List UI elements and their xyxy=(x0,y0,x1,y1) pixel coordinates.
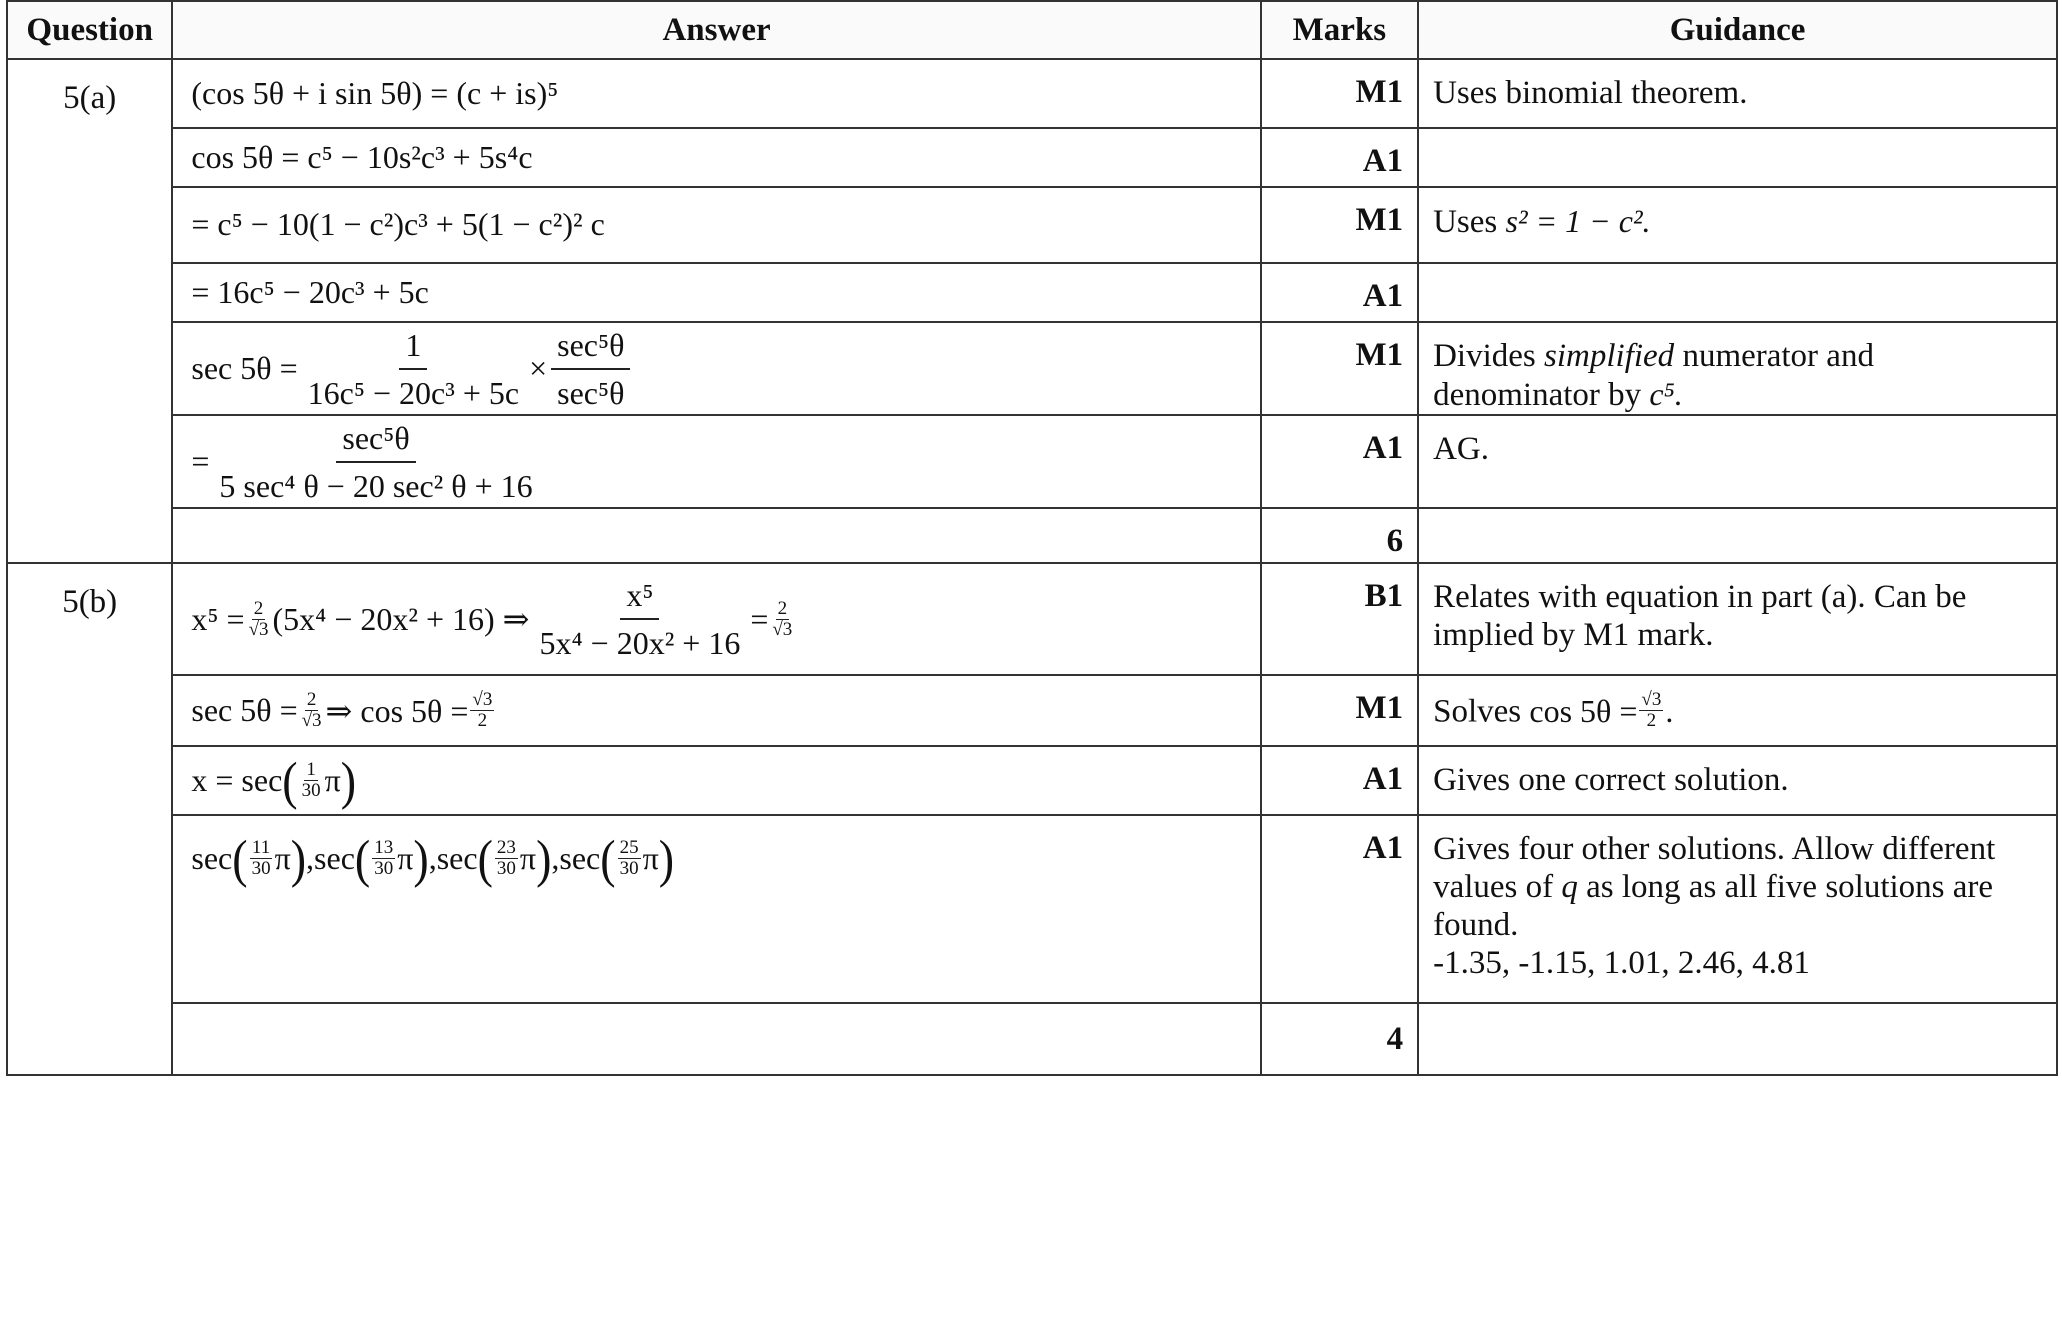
pi-symbol: π xyxy=(642,840,659,876)
numerator: 2 xyxy=(777,597,788,619)
math-expression: x = sec ( $\frac{1}{30}$ π ) xyxy=(191,750,357,810)
guidance-cell: AG. xyxy=(1418,415,2057,508)
table-row xyxy=(7,746,2057,815)
small-fraction xyxy=(250,838,273,879)
mark-cell: M1 xyxy=(1261,322,1418,415)
numerator: x⁵ xyxy=(620,576,659,620)
numerator: 1 xyxy=(399,326,427,370)
small-fraction xyxy=(300,690,324,731)
denominator: 2 xyxy=(477,710,488,731)
pi-symbol: π xyxy=(519,840,537,876)
guidance-text: Solves xyxy=(1433,693,1522,730)
mark-cell: A1 xyxy=(1261,128,1418,187)
small-fraction xyxy=(1639,690,1663,731)
denominator: 5x⁴ − 20x² + 16 xyxy=(539,625,741,661)
denominator: 30 xyxy=(301,780,321,801)
numerator: 2 xyxy=(253,597,264,619)
header-marks: Marks xyxy=(1261,1,1418,59)
mark-cell: B1 xyxy=(1261,563,1418,675)
pi-symbol: π xyxy=(274,840,291,876)
answer-cell xyxy=(172,815,1260,1003)
numerator: 1 xyxy=(306,759,316,780)
guidance-emphasis: simplified xyxy=(1544,338,1675,374)
sec-label: sec xyxy=(191,840,233,876)
guidance-text: values of xyxy=(1433,869,1554,905)
math-expression: cos 5θ = c⁵ − 10s²c³ + 5s⁴c xyxy=(191,138,533,175)
denominator: √3 xyxy=(301,710,322,731)
math-middle: (5x⁴ − 20x² + 16) ⇒ xyxy=(272,601,530,637)
table-row xyxy=(7,128,2057,187)
mark-cell: M1 xyxy=(1261,59,1418,128)
numerator: sec⁵θ xyxy=(551,326,630,370)
table-row xyxy=(7,815,2057,1003)
header-guidance: Guidance xyxy=(1418,1,2057,59)
pi-symbol: π xyxy=(324,762,341,798)
math-lhs: x = sec xyxy=(191,762,283,798)
guidance-cell xyxy=(1418,128,2057,187)
mark-cell: M1 xyxy=(1261,187,1418,263)
math-lhs: x⁵ = xyxy=(191,600,245,637)
small-fraction xyxy=(470,690,494,731)
table-row xyxy=(7,675,2057,746)
answer-cell xyxy=(172,187,1260,263)
guidance-cell xyxy=(1418,508,2057,563)
math-expression xyxy=(191,690,496,731)
guidance-math: s² = 1 − c². xyxy=(1505,203,1651,239)
guidance-cell xyxy=(1418,322,2057,415)
fraction xyxy=(533,576,746,662)
header-answer: Answer xyxy=(172,1,1260,59)
answer-cell xyxy=(172,263,1260,322)
guidance-text: Divides xyxy=(1433,338,1536,374)
small-fraction xyxy=(618,838,641,879)
denominator: 5 sec⁴ θ − 20 sec² θ + 16 xyxy=(219,467,533,504)
denominator: 30 xyxy=(251,858,271,879)
pi-symbol: π xyxy=(397,840,414,876)
small-fraction xyxy=(247,599,271,640)
mark-cell: A1 xyxy=(1261,815,1418,1003)
guidance-text: Uses xyxy=(1433,204,1498,240)
denominator: 30 xyxy=(496,858,516,879)
fraction xyxy=(551,326,630,412)
denominator: sec⁵θ xyxy=(557,374,625,411)
guidance-cell xyxy=(1418,1003,2057,1075)
guidance-text: denominator by xyxy=(1433,377,1642,413)
total-marks: 6 xyxy=(1261,508,1418,563)
denominator: 16c⁵ − 20c³ + 5c xyxy=(307,374,520,411)
guidance-math: c⁵. xyxy=(1649,376,1683,412)
mark-scheme-table xyxy=(6,0,2058,1076)
mark-cell: A1 xyxy=(1261,263,1418,322)
guidance-text: as long as all five solutions are xyxy=(1586,869,1994,905)
sec-label: sec xyxy=(314,840,355,876)
numerator: √3 xyxy=(1641,689,1662,710)
math-lhs: sec 5θ = xyxy=(191,350,298,386)
guidance-cell xyxy=(1418,675,2057,746)
question-label-5b: 5(b) xyxy=(7,563,172,1075)
answer-cell xyxy=(172,322,1260,415)
total-row xyxy=(7,508,2057,563)
fraction xyxy=(213,419,538,505)
answer-cell xyxy=(172,746,1260,815)
question-label-5a: 5(a) xyxy=(7,59,172,563)
mark-cell: M1 xyxy=(1261,675,1418,746)
guidance-cell: Gives one correct solution. xyxy=(1418,746,2057,815)
guidance-text: found. xyxy=(1433,907,1519,943)
sec-label: sec xyxy=(559,840,601,876)
math-expression xyxy=(191,419,542,505)
answer-cell xyxy=(172,128,1260,187)
numerator: 2 xyxy=(306,689,317,710)
answer-cell xyxy=(172,563,1260,675)
math-expression xyxy=(191,576,796,662)
numerator: 13 xyxy=(374,837,394,858)
denominator: √3 xyxy=(772,618,793,640)
mark-cell: A1 xyxy=(1261,415,1418,508)
numerator: √3 xyxy=(472,689,493,710)
guidance-values: -1.35, -1.15, 1.01, 2.46, 4.81 xyxy=(1433,945,1810,981)
numerator: 23 xyxy=(496,837,516,858)
guidance-cell: Relates with equation in part (a). Can be implied by M1 mark. xyxy=(1418,563,2057,675)
math-lhs: sec 5θ = xyxy=(191,692,298,728)
table-row xyxy=(7,59,2057,128)
denominator: 30 xyxy=(374,858,394,879)
numerator: 25 xyxy=(619,837,639,858)
equals-sign: = xyxy=(750,600,769,637)
small-fraction xyxy=(300,760,323,801)
guidance-text: Gives four other solutions. Allow different xyxy=(1433,831,1996,867)
math-middle: ⇒ cos 5θ = xyxy=(325,692,469,729)
small-fraction xyxy=(372,838,395,879)
math-expression: = 16c⁵ − 20c³ + 5c xyxy=(191,273,429,310)
total-row xyxy=(7,1003,2057,1075)
guidance-variable: q xyxy=(1561,869,1578,905)
guidance-cell: Uses binomial theorem. xyxy=(1418,59,2057,128)
header-question: Question xyxy=(7,1,172,59)
answer-cell xyxy=(172,415,1260,508)
answer-cell xyxy=(172,675,1260,746)
times-sign: × xyxy=(529,350,548,386)
numerator: sec⁵θ xyxy=(336,419,415,463)
small-fraction xyxy=(770,599,794,640)
answer-cell xyxy=(172,59,1260,128)
guidance-cell xyxy=(1418,187,2057,263)
denominator: √3 xyxy=(248,618,269,640)
guidance-math-lhs: cos 5θ = xyxy=(1529,692,1638,729)
table-row xyxy=(7,187,2057,263)
denominator: 30 xyxy=(619,858,639,879)
header-row xyxy=(7,1,2057,59)
numerator: 11 xyxy=(251,837,271,858)
guidance-math: cos 5θ = $\frac{√3}{2}$ . xyxy=(1529,689,1674,731)
answer-cell xyxy=(172,1003,1260,1075)
math-expression: sec ( $\frac{11}{30}$ π ) , sec ( $\frac{13}{30}$ π ) , sec ( $\frac{23}{30}$ π ) , sec ( $\frac{25}{30}$ π ) xyxy=(191,828,675,888)
guidance-cell xyxy=(1418,263,2057,322)
table-row xyxy=(7,322,2057,415)
math-expression: (cos 5θ + i sin 5θ) = (c + is)⁵ xyxy=(191,74,559,111)
table-row xyxy=(7,563,2057,675)
table-row xyxy=(7,263,2057,322)
mark-cell: A1 xyxy=(1261,746,1418,815)
math-lhs: = xyxy=(191,443,210,479)
small-fraction xyxy=(495,838,518,879)
denominator: 2 xyxy=(1646,710,1657,731)
math-expression: = c⁵ − 10(1 − c²)c³ + 5(1 − c²)² c xyxy=(191,206,605,242)
guidance-text: numerator and xyxy=(1682,338,1874,374)
answer-cell xyxy=(172,508,1260,563)
table-row xyxy=(7,415,2057,508)
math-expression xyxy=(191,326,634,412)
total-marks: 4 xyxy=(1261,1003,1418,1075)
sec-label: sec xyxy=(436,840,478,876)
guidance-cell xyxy=(1418,815,2057,1003)
fraction xyxy=(302,326,525,412)
